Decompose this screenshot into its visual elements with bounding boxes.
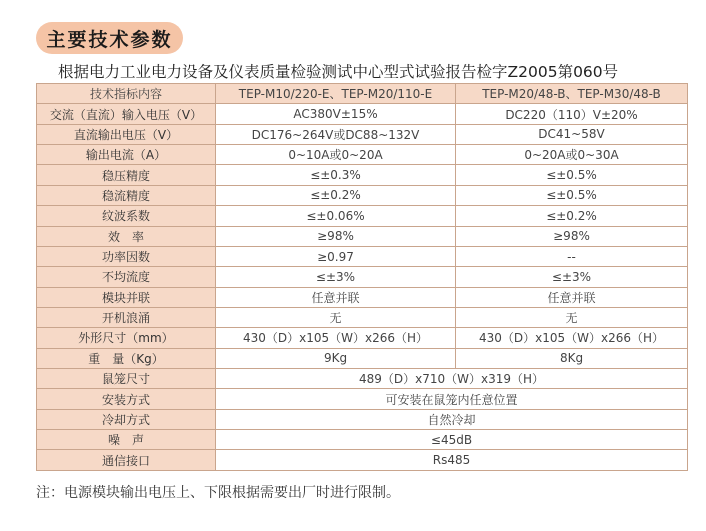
row-label: 稳压精度 xyxy=(37,165,216,185)
row-label: 开机浪涌 xyxy=(37,307,216,327)
row-label: 重 量（Kg） xyxy=(37,348,216,368)
cell-model-e: ≤±3% xyxy=(216,267,456,287)
table-row xyxy=(37,287,688,307)
cell-model-e: 0~10A或0~20A xyxy=(216,145,456,165)
table-row xyxy=(37,267,688,287)
header-cell-model-b: TEP-M20/48-B、TEP-M30/48-B xyxy=(456,84,688,104)
cell-model-b: ≤±0.5% xyxy=(456,165,688,185)
row-label: 纹波系数 xyxy=(37,206,216,226)
row-label: 模块并联 xyxy=(37,287,216,307)
table-row xyxy=(37,145,688,165)
cell-model-e: 430（D）x105（W）x266（H） xyxy=(216,328,456,348)
row-label: 不均流度 xyxy=(37,267,216,287)
spec-table xyxy=(36,83,688,471)
table-row xyxy=(37,246,688,266)
row-label: 外形尺寸（mm） xyxy=(37,328,216,348)
cell-model-b: DC41~58V xyxy=(456,124,688,144)
cell-shared-value: 自然冷却 xyxy=(216,409,688,429)
row-label: 效 率 xyxy=(37,226,216,246)
table-row xyxy=(37,165,688,185)
cell-model-b: -- xyxy=(456,246,688,266)
row-label: 输出电流（A） xyxy=(37,145,216,165)
cell-model-e: ≥0.97 xyxy=(216,246,456,266)
row-label: 鼠笼尺寸 xyxy=(37,369,216,389)
cell-model-b: ≥98% xyxy=(456,226,688,246)
cell-model-b: 430（D）x105（W）x266（H） xyxy=(456,328,688,348)
cell-model-b: 无 xyxy=(456,307,688,327)
cell-shared-value: ≤45dB xyxy=(216,430,688,450)
cell-model-b: 0~20A或0~30A xyxy=(456,145,688,165)
cell-model-e: 无 xyxy=(216,307,456,327)
row-label: 噪 声 xyxy=(37,430,216,450)
row-label: 功率因数 xyxy=(37,246,216,266)
cell-shared-value: 可安装在鼠笼内任意位置 xyxy=(216,389,688,409)
table-row xyxy=(37,430,688,450)
cell-model-e: DC176~264V或DC88~132V xyxy=(216,124,456,144)
footnote: 注：电源模块输出电压上、下限根据需要出厂时进行限制。 xyxy=(36,485,400,501)
table-row xyxy=(37,328,688,348)
cell-model-b: 8Kg xyxy=(456,348,688,368)
cell-model-b: DC220（110）V±20% xyxy=(456,104,688,124)
table-row xyxy=(37,185,688,205)
table-row xyxy=(37,389,688,409)
header-cell-parameter: 技术指标内容 xyxy=(37,84,216,104)
row-label: 交流（直流）输入电压（V） xyxy=(37,104,216,124)
row-label: 稳流精度 xyxy=(37,185,216,205)
row-label: 安装方式 xyxy=(37,389,216,409)
row-label: 冷却方式 xyxy=(37,409,216,429)
cell-model-e: ≤±0.06% xyxy=(216,206,456,226)
table-row xyxy=(37,369,688,389)
table-row xyxy=(37,307,688,327)
cell-model-e: 任意并联 xyxy=(216,287,456,307)
table-row xyxy=(37,206,688,226)
cell-model-e: ≥98% xyxy=(216,226,456,246)
cell-model-b: 任意并联 xyxy=(456,287,688,307)
cell-model-e: AC380V±15% xyxy=(216,104,456,124)
cell-model-b: ≤±0.2% xyxy=(456,206,688,226)
spec-table-body xyxy=(37,84,688,471)
cell-shared-value: Rs485 xyxy=(216,450,688,471)
table-row xyxy=(37,450,688,471)
row-label: 直流输出电压（V） xyxy=(37,124,216,144)
cell-model-b: ≤±0.5% xyxy=(456,185,688,205)
table-row xyxy=(37,409,688,429)
table-row xyxy=(37,104,688,124)
row-label: 通信接口 xyxy=(37,450,216,471)
report-reference: 根据电力工业电力设备及仪表质量检验测试中心型式试验报告检字Z2005第060号 xyxy=(58,63,619,81)
table-row xyxy=(37,124,688,144)
header-cell-model-e: TEP-M10/220-E、TEP-M20/110-E xyxy=(216,84,456,104)
table-header-row xyxy=(37,84,688,104)
cell-model-e: ≤±0.2% xyxy=(216,185,456,205)
table-row xyxy=(37,226,688,246)
cell-model-e: ≤±0.3% xyxy=(216,165,456,185)
table-row xyxy=(37,348,688,368)
cell-model-b: ≤±3% xyxy=(456,267,688,287)
section-title: 主要技术参数 xyxy=(36,22,183,54)
cell-model-e: 9Kg xyxy=(216,348,456,368)
cell-shared-value: 489（D）x710（W）x319（H） xyxy=(216,369,688,389)
